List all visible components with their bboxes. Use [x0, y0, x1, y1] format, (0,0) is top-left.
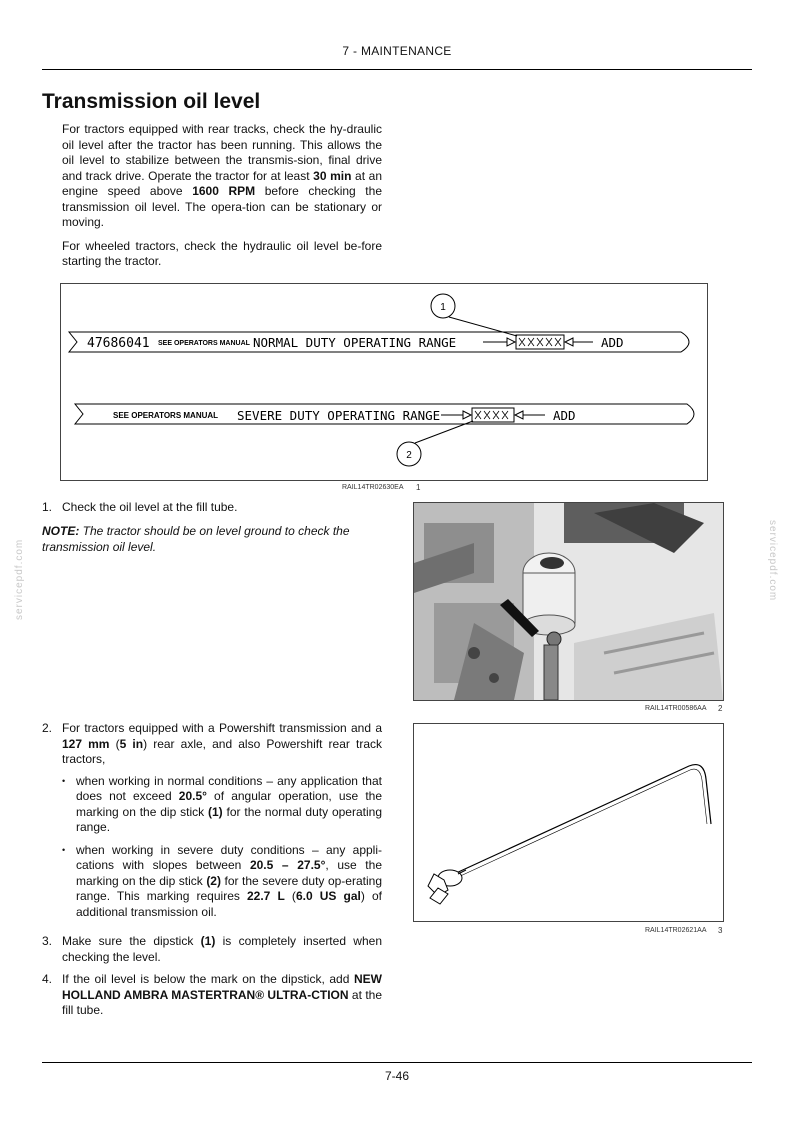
figure-1-caption: RAIL14TR02630EA — [342, 484, 404, 491]
figure-2-fill-tube-photo — [413, 502, 724, 701]
step-1-text: Check the oil level at the fill tube. — [62, 500, 238, 514]
stick1-add-label: ADD — [601, 335, 624, 350]
callout-1: 1 — [440, 302, 446, 313]
page-title: Transmission oil level — [42, 90, 261, 113]
step-4: 4. If the oil level is below the mark on the dipstick, add NEW HOLLAND AMBRA MASTERTRAN® ULTRA-CTION at the fill tube. — [42, 972, 383, 1017]
note-label: NOTE: — [42, 524, 80, 538]
step-1 — [42, 500, 382, 523]
stick1-see-manual: SEE OPERATORS MANUAL — [158, 340, 250, 347]
stick2-range-label: SEVERE DUTY OPERATING RANGE — [237, 408, 441, 423]
bullet-severe-duty: • when working in severe duty conditions – any appli-cations with slopes between 20.5 – 27.5°, use the marking on the dip stick (2) for the severe duty op-erating range. This marking requires 22.7 L (6.0 US gal) of additional transmission oil. — [62, 842, 382, 919]
callout-2: 2 — [406, 450, 412, 461]
dipstick-drawing — [414, 724, 723, 921]
stick2-add-label: ADD — [553, 408, 576, 423]
intro-text — [62, 122, 382, 278]
step-4-number: 4. — [42, 972, 53, 986]
step-2: 2. For tractors equipped with a Powershift transmission and a 127 mm (5 in) rear axle, and also Powershift rear track tractors, • when working in normal conditions – any application that does not exceed 20.5° of angular operation, use the marking on the dip stick (1) for the normal duty operating range. • when working in severe duty conditions – any appli-cations with slopes between 20.5 – 27.5°, use the marking on the dip stick (2) for the severe duty op-erating range. This marking requires 22.7 L (6.0 US gal) of additional transmission oil. — [42, 721, 382, 927]
intro-paragraph-2: For wheeled tractors, check the hydraulic oil level be-fore starting the tractor. — [62, 238, 382, 268]
stick1-part-number: 47686041 — [87, 336, 150, 351]
figure-2-number: 2 — [718, 704, 723, 713]
fill-tube-photo-drawing — [414, 503, 723, 700]
figure-3-number: 3 — [718, 926, 723, 935]
stick2-see-manual: SEE OPERATORS MANUAL — [113, 411, 219, 420]
step-2-bullets — [62, 774, 382, 921]
header-rule — [42, 69, 752, 70]
bullet-normal-duty: • when working in normal conditions – any application that does not exceed 20.5° of angular operation, use the marking on the dip stick (1) for the normal duty operating range. — [62, 773, 382, 834]
footer-rule — [42, 1062, 752, 1063]
note-text: The tractor should be on level ground to check the transmission oil level. — [42, 524, 350, 554]
step-1-number: 1. — [42, 500, 53, 514]
figure-2-caption: RAIL14TR00586AA — [645, 705, 707, 712]
page-number: 7-46 — [384, 1069, 410, 1083]
step-3-number: 3. — [42, 934, 53, 948]
figure-1-number: 1 — [416, 483, 421, 492]
step-3: 3. Make sure the dipstick (1) is completely inserted when checking the level. — [42, 934, 382, 964]
intro-paragraph-1: For tractors equipped with rear tracks, check the hy-draulic oil level after the tractor has been running. This allows the oil level to stabilize between the transmis-sion, final drive and track drive. Operate the tractor for at least 30 min at an engine speed above 1600 RPM before checking the transmission oil level. The opera-tion can be stationary or moving. — [62, 122, 382, 229]
step-2-number: 2. — [42, 721, 53, 735]
section-header: 7 - MAINTENANCE — [342, 44, 452, 58]
dipstick-markings-drawing — [61, 284, 707, 480]
watermark-right: servicepdf.com — [767, 520, 778, 602]
steps-2-to-4 — [42, 721, 382, 1026]
figure-3-caption: RAIL14TR02621AA — [645, 927, 707, 934]
stick1-range-label: NORMAL DUTY OPERATING RANGE — [253, 335, 457, 350]
note — [42, 524, 382, 555]
figure-1-dipstick-markings — [60, 283, 708, 481]
watermark-left: servicepdf.com — [14, 538, 25, 620]
figure-3-dipstick-drawing — [413, 723, 724, 922]
